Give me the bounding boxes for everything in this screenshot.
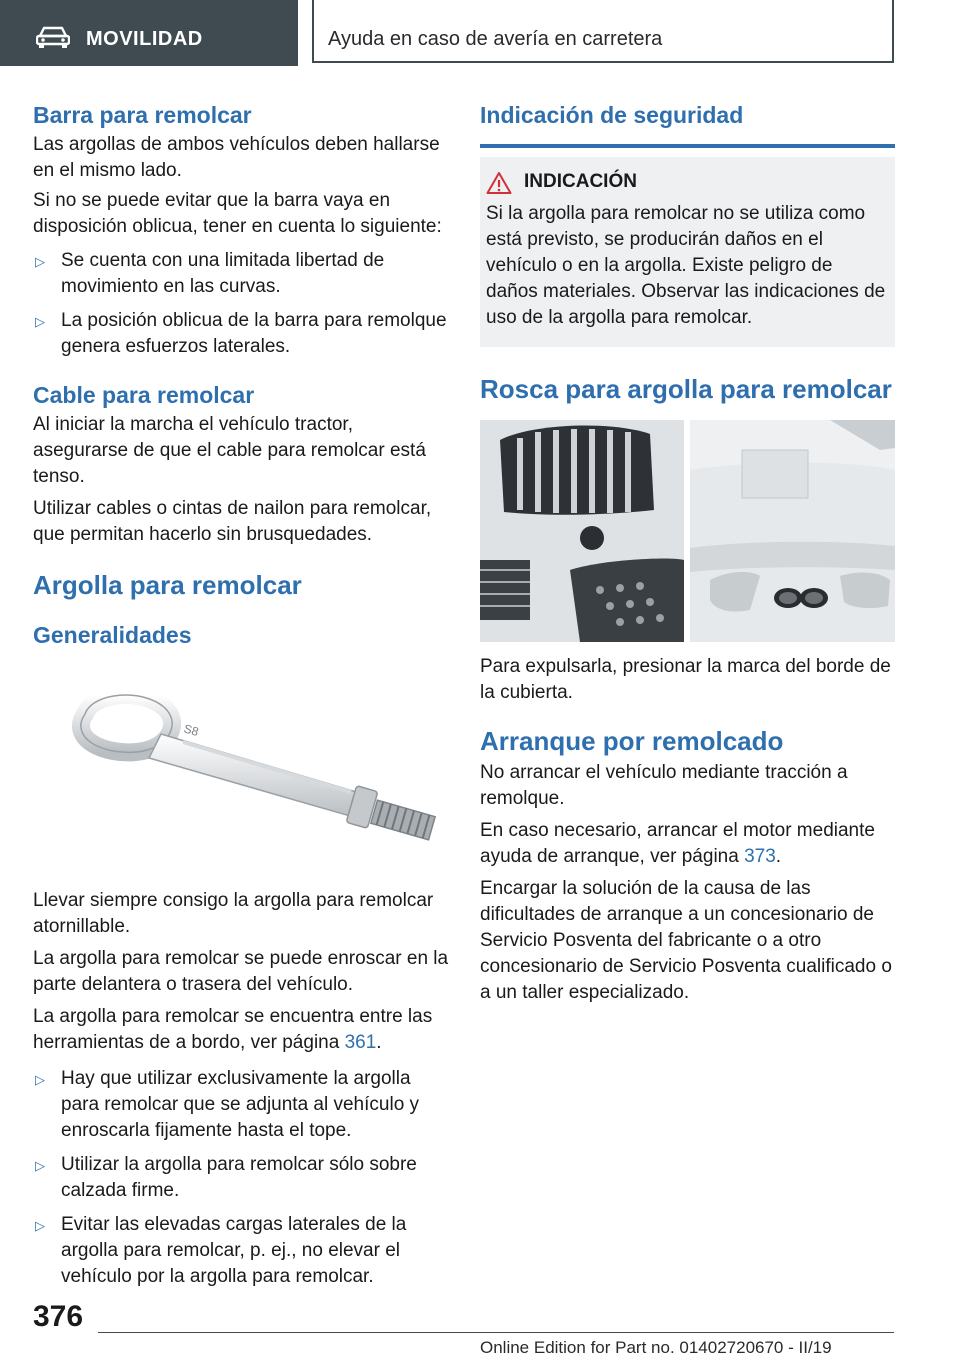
car-icon <box>36 26 70 48</box>
page-link-361[interactable]: 361 <box>344 1032 377 1053</box>
triangle-right-icon: ▷ <box>35 1218 45 1233</box>
page-header <box>0 0 960 66</box>
rear-bumper-photo <box>690 420 895 642</box>
cable-paragraph-2: Utilizar cables o cintas de nailon para remolcar, que permitan hacerlo sin brusquedades. <box>33 498 432 545</box>
triangle-right-icon: ▷ <box>35 1158 45 1173</box>
barra-paragraph-2: Si no se puede evitar que la barra vaya en disposición oblicua, tener en cuenta lo siguiente: <box>33 190 442 237</box>
page-number: 376 <box>33 1300 84 1333</box>
rosca-paragraph-1: Para expulsarla, presionar la marca del borde de la cubierta. <box>480 656 891 703</box>
list-item: ▷ La posición oblicua de la barra para remolque genera esfuerzos laterales. <box>35 310 447 357</box>
list-item: ▷ Evitar las elevadas cargas laterales de la argolla para remolcar, p. ej., no elevar el vehículo por la argolla para remolcar. <box>35 1214 407 1287</box>
front-bumper-photo <box>480 420 684 642</box>
heading-generalidades: Generalidades <box>33 622 192 648</box>
warning-triangle-icon <box>486 171 512 195</box>
arranque-paragraph-2: En caso necesario, arrancar el motor mediante ayuda de arranque, ver página 373. <box>480 820 875 867</box>
cable-paragraph-1: Al iniciar la marcha el vehículo tractor, asegurarse de que el cable para remolcar está tenso. <box>33 414 426 487</box>
list-item: ▷ Se cuenta con una limitada libertad de movimiento en las curvas. <box>35 250 385 297</box>
arranque-paragraph-3: Encargar la solución de la causa de las dificultades de arranque a un concesionario de Servicio Posventa del fabricante o a otro concesionario de Servicio Posventa cualificado o a un taller especializado. <box>480 878 892 1003</box>
heading-barra: Barra para remolcar <box>33 102 252 128</box>
barra-bullet-list <box>33 248 449 360</box>
chapter-tab[interactable] <box>0 0 298 66</box>
list-item: ▷ Hay que utilizar exclusivamente la argolla para remolcar que se adjunta al vehículo y enroscarla fijamente hasta el tope. <box>35 1068 420 1141</box>
page-link-373[interactable]: 373 <box>744 846 776 867</box>
list-item: ▷ Utilizar la argolla para remolcar sólo sobre calzada firme. <box>35 1154 417 1201</box>
notice-text: Si la argolla para remolcar no se utiliza como está previsto, se producirán daños en el vehículo o en la argolla. Existe peligro de daños materiales. Observar las indicaciones de uso de la argolla para remolcar. <box>486 203 886 328</box>
triangle-right-icon: ▷ <box>35 1072 45 1087</box>
argolla-paragraph-2: La argolla para remolcar se puede enroscar en la parte delantera o trasera del vehículo. <box>33 948 449 995</box>
svg-text:S8: S8 <box>182 721 201 739</box>
section-title: Ayuda en caso de avería en carretera <box>328 28 663 50</box>
arranque-paragraph-1: No arrancar el vehículo mediante tracción a remolque. <box>480 762 848 809</box>
footer-rule <box>98 1332 894 1333</box>
chapter-label: MOVILIDAD <box>86 28 203 50</box>
notice-box <box>480 157 895 347</box>
tow-eye-illustration <box>33 678 449 868</box>
notice-label: INDICACIÓN <box>524 171 637 192</box>
heading-rosca: Rosca para argolla para remolcar <box>480 374 892 404</box>
heading-rule <box>480 144 895 148</box>
heading-argolla: Argolla para remolcar <box>33 570 302 600</box>
triangle-right-icon: ▷ <box>35 314 45 329</box>
heading-cable: Cable para remolcar <box>33 382 255 408</box>
left-column <box>33 100 449 1290</box>
triangle-right-icon: ▷ <box>35 254 45 269</box>
barra-paragraph-1: Las argollas de ambos vehículos deben hallarse en el mismo lado. <box>33 134 440 181</box>
heading-seguridad: Indicación de seguridad <box>480 102 744 128</box>
heading-arranque: Arranque por remolcado <box>480 726 784 756</box>
argolla-bullet-list <box>33 1066 449 1290</box>
right-column <box>480 100 896 1006</box>
safety-section <box>480 100 896 362</box>
footer-edition: Online Edition for Part no. 01402720670 - II/19 <box>480 1338 832 1357</box>
argolla-paragraph-1: Llevar siempre consigo la argolla para remolcar atornillable. <box>33 890 434 937</box>
argolla-paragraph-3: La argolla para remolcar se encuentra entre las herramientas de a bordo, ver página 361. <box>33 1006 433 1053</box>
car-photos <box>480 420 896 642</box>
